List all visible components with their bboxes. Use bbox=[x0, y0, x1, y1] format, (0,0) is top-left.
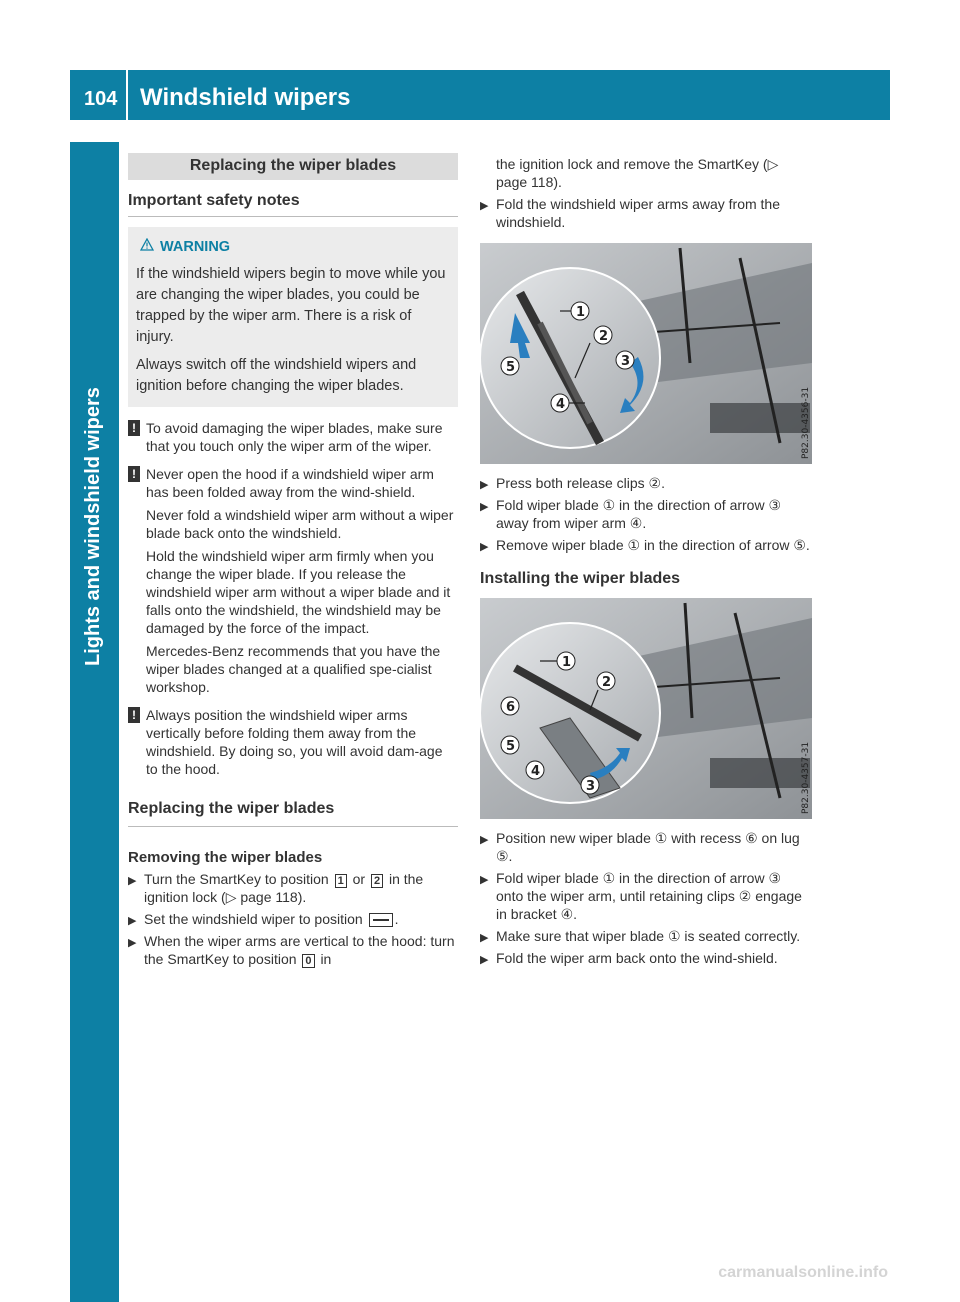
callout-5-label: 5 bbox=[506, 739, 516, 754]
footer-watermark: carmanualsonline.info bbox=[718, 1264, 888, 1281]
step-text: in the ignition lock (▷ page 118). bbox=[144, 871, 424, 905]
step-text: Fold the wiper arm back onto the wind-shield. bbox=[496, 950, 778, 966]
step-item bbox=[480, 829, 812, 865]
callout-2-label: 2 bbox=[602, 675, 612, 690]
step-arrow-icon: ▶ bbox=[480, 874, 489, 886]
step-arrow-icon: ▶ bbox=[480, 932, 489, 944]
callout-4-label: 4 bbox=[531, 764, 541, 779]
notice-1 bbox=[128, 419, 458, 455]
section-heading: Replacing the wiper blades bbox=[128, 153, 458, 180]
step-arrow-icon: ▶ bbox=[128, 875, 137, 887]
step-text: in bbox=[320, 951, 332, 967]
notice-2-text-1: Never open the hood if a windshield wiper arm has been folded away from the wind-shield. bbox=[146, 466, 434, 500]
step-text: . bbox=[394, 911, 399, 927]
step-text: Fold wiper blade ① in the direction of arrow ③ onto the wiper arm, until retaining clips ② engage in bracket ④. bbox=[496, 870, 802, 922]
key-position-0: 0 bbox=[302, 954, 314, 968]
callout-1-label: 1 bbox=[562, 655, 572, 670]
step-arrow-icon: ▶ bbox=[480, 479, 489, 491]
step-item bbox=[480, 474, 812, 492]
notice-exclamation-icon: ! bbox=[128, 420, 140, 436]
step-item bbox=[480, 927, 812, 945]
removing-heading: Removing the wiper blades bbox=[128, 849, 323, 866]
figure-installing-blade bbox=[480, 598, 812, 819]
callout-6-label: 6 bbox=[506, 700, 516, 715]
step-item bbox=[480, 195, 812, 231]
callout-1-label: 1 bbox=[576, 305, 586, 320]
sidebar-label-text: Lights and windshield wipers bbox=[82, 387, 104, 666]
key-position-2: 2 bbox=[371, 874, 383, 888]
step-item bbox=[480, 536, 812, 554]
warning-box bbox=[128, 227, 458, 407]
callout-2-label: 2 bbox=[599, 329, 609, 344]
warning-title bbox=[136, 237, 450, 258]
warning-text-2: Always switch off the windshield wipers and ignition before changing the wiper blades. bbox=[136, 357, 417, 394]
notice-2-text-2: Never fold a windshield wiper arm without a wiper blade back onto the windshield. bbox=[146, 507, 454, 541]
step-arrow-icon: ▶ bbox=[480, 834, 489, 846]
notice-1-text: To avoid damaging the wiper blades, make sure that you touch only the wiper arm of the wiper. bbox=[146, 420, 443, 454]
notice-exclamation-icon: ! bbox=[128, 466, 140, 482]
figure-code: P82.30-4357-31 bbox=[801, 741, 811, 814]
figure-removing-blade bbox=[480, 243, 812, 464]
right-column bbox=[480, 155, 812, 971]
notice-2-text-3: Hold the windshield wiper arm firmly when you change the wiper blade. If you release the windshield wiper arm without a wiper blade and it falls onto the windshield, the windshield may be damaged by the force of the impact. bbox=[146, 548, 451, 636]
step-item bbox=[480, 496, 812, 532]
callout-3-label: 3 bbox=[621, 354, 631, 369]
step-text: Fold wiper blade ① in the direction of arrow ③ away from wiper arm ④. bbox=[496, 497, 782, 531]
step-text: When the wiper arms are vertical to the hood: turn the SmartKey to position bbox=[144, 933, 455, 967]
step-item bbox=[128, 910, 458, 928]
notice-3-text: Always position the windshield wiper arms vertically before folding them away from the windshield. By doing so, you will avoid dam-age to the hood. bbox=[146, 707, 443, 777]
notice-2 bbox=[128, 465, 458, 696]
warning-text-1: If the windshield wipers begin to move while you are changing the wiper blades, you could be trapped by the wiper arm. There is a risk of injury. bbox=[136, 266, 446, 345]
left-column bbox=[128, 153, 458, 972]
callout-5-label: 5 bbox=[506, 360, 516, 375]
page-title: Windshield wipers bbox=[140, 84, 351, 111]
figure-code: P82.30-4356-31 bbox=[801, 386, 811, 459]
step-arrow-icon: ▶ bbox=[480, 541, 489, 553]
key-position-1: 1 bbox=[335, 874, 347, 888]
step-arrow-icon: ▶ bbox=[128, 915, 137, 927]
page-header bbox=[70, 70, 890, 120]
step-text: Position new wiper blade ① with recess ⑥ on lug ⑤. bbox=[496, 830, 800, 864]
warning-triangle-icon bbox=[140, 237, 154, 258]
step-item bbox=[480, 949, 812, 967]
page-number: 104 bbox=[84, 88, 118, 110]
warning-title-text: WARNING bbox=[160, 239, 231, 255]
sidebar-tab bbox=[70, 142, 119, 1302]
callout-4-label: 4 bbox=[556, 397, 566, 412]
step-text: Remove wiper blade ① in the direction of arrow ⑤. bbox=[496, 537, 810, 553]
step-arrow-icon: ▶ bbox=[128, 937, 137, 949]
header-divider bbox=[126, 70, 128, 120]
step-text: Make sure that wiper blade ① is seated correctly. bbox=[496, 928, 801, 944]
step-text: Press both release clips ②. bbox=[496, 475, 665, 491]
step-text: or bbox=[352, 871, 366, 887]
step-arrow-icon: ▶ bbox=[480, 501, 489, 513]
step-text: the ignition lock and remove the SmartKey (▷ page 118). bbox=[496, 156, 779, 190]
replacing-heading: Replacing the wiper blades bbox=[128, 800, 458, 827]
step-item bbox=[480, 869, 812, 923]
step-text: Set the windshield wiper to position bbox=[144, 911, 363, 927]
safety-heading: Important safety notes bbox=[128, 192, 458, 217]
notice-3 bbox=[128, 706, 458, 778]
step-text: Turn the SmartKey to position bbox=[144, 871, 329, 887]
wiper-off-position-icon bbox=[369, 913, 393, 927]
notice-exclamation-icon: ! bbox=[128, 707, 140, 723]
step-text: Fold the windshield wiper arms away from the windshield. bbox=[496, 196, 781, 230]
step-arrow-icon: ▶ bbox=[480, 954, 489, 966]
step-item bbox=[128, 870, 458, 906]
step-continuation bbox=[480, 155, 812, 191]
step-arrow-icon: ▶ bbox=[480, 200, 489, 212]
step-item bbox=[128, 932, 458, 968]
sidebar-label bbox=[70, 387, 119, 680]
notice-2-text-4: Mercedes-Benz recommends that you have the wiper blades changed at a qualified spe-cialist workshop. bbox=[146, 643, 441, 695]
installing-heading: Installing the wiper blades bbox=[480, 570, 681, 587]
callout-3-label: 3 bbox=[586, 779, 596, 794]
